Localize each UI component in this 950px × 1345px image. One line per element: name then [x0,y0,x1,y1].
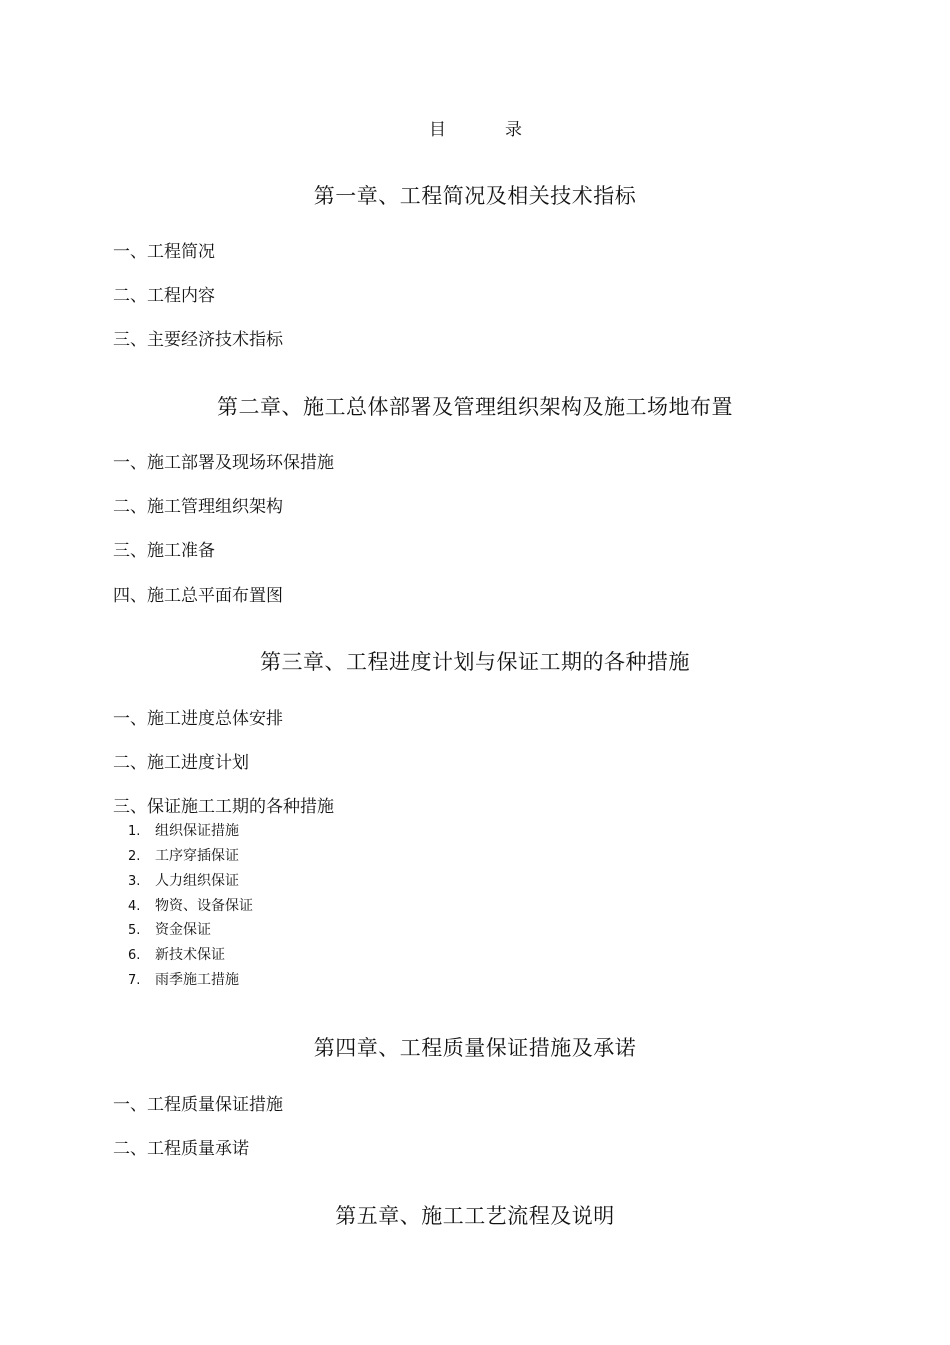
subitem-number: 3. [128,874,141,889]
chapter-2-item-1[interactable]: 一、施工部署及现场环保措施 [113,453,334,473]
subitem-number: 5. [128,923,141,938]
chapter-3-subitem-5[interactable] [128,920,211,941]
subitem-number: 7. [128,973,141,988]
chapter-1-title[interactable]: 第一章、工程简况及相关技术指标 [313,184,637,208]
subitem-label: 工序穿插保证 [155,848,239,864]
chapter-3-subitem-6[interactable] [128,945,225,966]
subitem-label: 物资、设备保证 [155,898,253,914]
chapter-2-item-3[interactable]: 三、施工准备 [113,541,215,561]
chapter-3-item-1[interactable]: 一、施工进度总体安排 [113,709,283,729]
subitem-label: 人力组织保证 [155,873,239,889]
subitem-label: 雨季施工措施 [155,972,239,988]
chapter-2-item-2[interactable]: 二、施工管理组织架构 [113,497,283,517]
chapter-3-subitem-1[interactable] [128,821,239,842]
chapter-3-item-3[interactable]: 三、保证施工工期的各种措施 [113,797,334,817]
subitem-label: 资金保证 [155,922,211,938]
chapter-3-subitem-7[interactable] [128,970,239,991]
chapter-1-item-1[interactable]: 一、工程简况 [113,242,215,262]
chapter-4-item-1[interactable]: 一、工程质量保证措施 [113,1095,283,1115]
chapter-3-subitem-3[interactable] [128,871,239,892]
subitem-number: 1. [128,824,141,839]
toc-title-right: 录 [505,120,522,140]
chapter-3-subitem-4[interactable] [128,896,253,917]
chapter-3-item-2[interactable]: 二、施工进度计划 [113,753,249,773]
subitem-label: 新技术保证 [155,947,225,963]
chapter-2-title[interactable]: 第二章、施工总体部署及管理组织架构及施工场地布置 [217,395,733,419]
chapter-1-item-3[interactable]: 三、主要经济技术指标 [113,330,283,350]
toc-title-left: 目 [429,120,446,140]
subitem-number: 2. [128,849,141,864]
chapter-3-subitem-2[interactable] [128,846,239,867]
chapter-4-title[interactable]: 第四章、工程质量保证措施及承诺 [313,1036,637,1060]
chapter-4-item-2[interactable]: 二、工程质量承诺 [113,1139,249,1159]
chapter-1-item-2[interactable]: 二、工程内容 [113,286,215,306]
subitem-label: 组织保证措施 [155,823,239,839]
chapter-5-title[interactable]: 第五章、施工工艺流程及说明 [335,1204,615,1228]
chapter-3-title[interactable]: 第三章、工程进度计划与保证工期的各种措施 [260,650,690,674]
subitem-number: 4. [128,899,141,914]
subitem-number: 6. [128,948,141,963]
chapter-2-item-4[interactable]: 四、施工总平面布置图 [113,586,283,606]
